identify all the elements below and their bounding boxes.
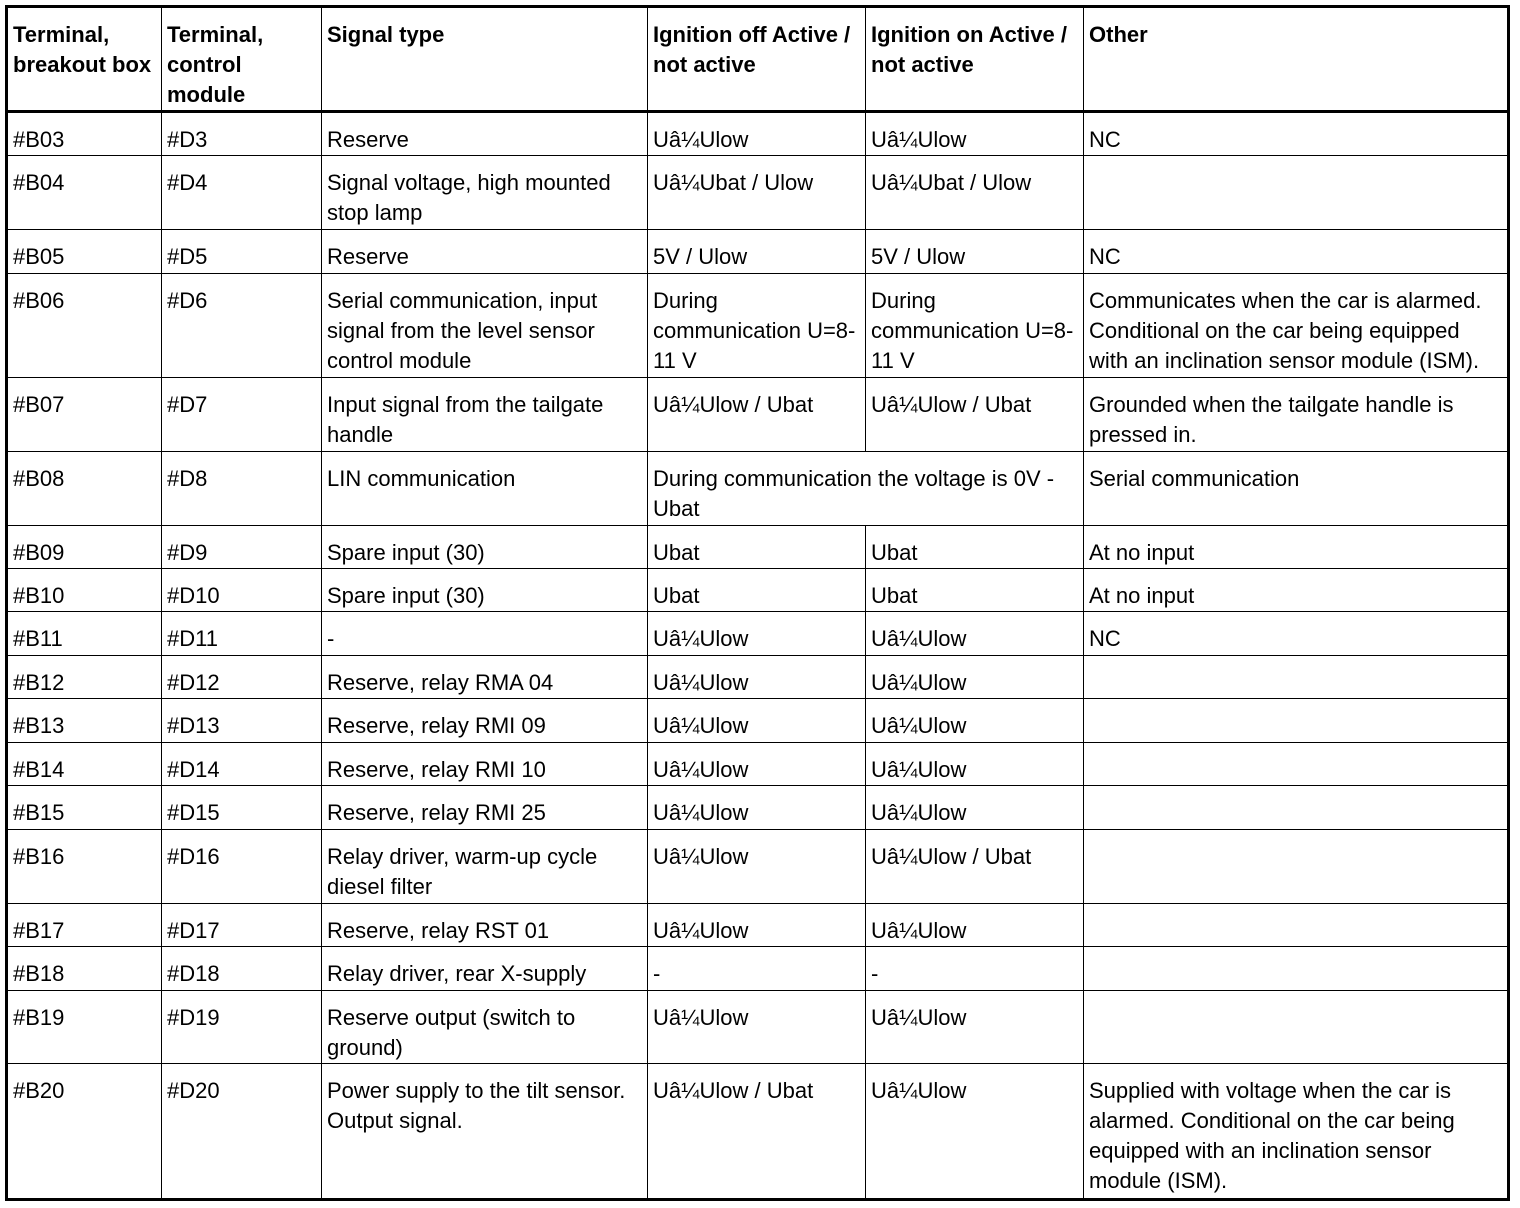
ignition-off-cell: Uâ¼Ulow <box>648 829 866 903</box>
other-cell <box>1084 829 1509 903</box>
other-cell: NC <box>1084 112 1509 156</box>
terminal-control-module-cell: #D16 <box>162 829 322 903</box>
table-row <box>7 112 1509 156</box>
table-row <box>7 569 1509 612</box>
table-row <box>7 699 1509 742</box>
signal-type-cell: Signal voltage, high mounted stop lamp <box>322 156 648 230</box>
header-terminal-breakout-box: Terminal, breakout box <box>7 7 162 112</box>
ignition-on-cell: During communication U=8-11 V <box>866 273 1084 377</box>
terminal-breakout-box-cell: #B04 <box>7 156 162 230</box>
table-row <box>7 655 1509 698</box>
terminal-breakout-box-cell: #B15 <box>7 786 162 829</box>
terminal-control-module-cell: #D13 <box>162 699 322 742</box>
table-row <box>7 742 1509 785</box>
signal-type-cell: - <box>322 612 648 655</box>
ignition-on-cell: Uâ¼Ulow <box>866 699 1084 742</box>
ignition-combined-cell: During communication the voltage is 0V - Ubat <box>648 451 1084 525</box>
other-cell <box>1084 786 1509 829</box>
table-row <box>7 829 1509 903</box>
header-ignition-on: Ignition on Active / not active <box>866 7 1084 112</box>
terminal-control-module-cell: #D8 <box>162 451 322 525</box>
table-row <box>7 273 1509 377</box>
table-row <box>7 786 1509 829</box>
ignition-on-cell: Uâ¼Ulow / Ubat <box>866 829 1084 903</box>
ignition-off-cell: Uâ¼Ubat / Ulow <box>648 156 866 230</box>
table-body <box>7 112 1509 1200</box>
table-row <box>7 612 1509 655</box>
ignition-off-cell: 5V / Ulow <box>648 230 866 273</box>
signal-type-cell: Power supply to the tilt sensor. Output signal. <box>322 1064 648 1200</box>
terminal-control-module-cell: #D6 <box>162 273 322 377</box>
ignition-off-cell: During communication U=8-11 V <box>648 273 866 377</box>
signal-type-cell: Reserve, relay RMA 04 <box>322 655 648 698</box>
signal-type-cell: Reserve, relay RST 01 <box>322 903 648 946</box>
ignition-on-cell: Uâ¼Ubat / Ulow <box>866 156 1084 230</box>
ignition-on-cell: Uâ¼Ulow <box>866 655 1084 698</box>
ignition-on-cell: Uâ¼Ulow <box>866 112 1084 156</box>
other-cell: Serial communication <box>1084 451 1509 525</box>
terminal-breakout-box-cell: #B18 <box>7 947 162 990</box>
table-row <box>7 947 1509 990</box>
ignition-off-cell: Uâ¼Ulow <box>648 786 866 829</box>
signal-type-cell: Serial communication, input signal from the level sensor control module <box>322 273 648 377</box>
other-cell <box>1084 655 1509 698</box>
signal-type-cell: Reserve, relay RMI 09 <box>322 699 648 742</box>
other-cell: Supplied with voltage when the car is alarmed. Conditional on the car being equipped with an inclination sensor module (ISM). <box>1084 1064 1509 1200</box>
signal-type-cell: Reserve, relay RMI 25 <box>322 786 648 829</box>
ignition-off-cell: Uâ¼Ulow <box>648 612 866 655</box>
ignition-on-cell: Uâ¼Ulow <box>866 742 1084 785</box>
ignition-on-cell: Ubat <box>866 569 1084 612</box>
terminal-control-module-cell: #D11 <box>162 612 322 655</box>
signal-type-cell: Reserve <box>322 112 648 156</box>
signal-type-cell: Relay driver, warm-up cycle diesel filter <box>322 829 648 903</box>
other-cell: NC <box>1084 612 1509 655</box>
other-cell <box>1084 903 1509 946</box>
other-cell <box>1084 156 1509 230</box>
terminal-breakout-box-cell: #B11 <box>7 612 162 655</box>
terminal-control-module-cell: #D5 <box>162 230 322 273</box>
terminal-breakout-box-cell: #B13 <box>7 699 162 742</box>
other-cell <box>1084 990 1509 1064</box>
terminal-breakout-box-cell: #B05 <box>7 230 162 273</box>
header-signal-type: Signal type <box>322 7 648 112</box>
terminal-breakout-box-cell: #B12 <box>7 655 162 698</box>
ignition-on-cell: Uâ¼Ulow <box>866 612 1084 655</box>
terminal-control-module-cell: #D3 <box>162 112 322 156</box>
terminal-breakout-box-cell: #B20 <box>7 1064 162 1200</box>
ignition-off-cell: Uâ¼Ulow <box>648 903 866 946</box>
ignition-off-cell: Uâ¼Ulow <box>648 742 866 785</box>
terminal-breakout-box-cell: #B09 <box>7 525 162 568</box>
terminal-breakout-box-cell: #B16 <box>7 829 162 903</box>
ignition-on-cell: Uâ¼Ulow <box>866 786 1084 829</box>
signal-type-cell: Spare input (30) <box>322 569 648 612</box>
ignition-on-cell: Uâ¼Ulow / Ubat <box>866 377 1084 451</box>
signal-type-cell: Spare input (30) <box>322 525 648 568</box>
terminal-control-module-cell: #D7 <box>162 377 322 451</box>
other-cell: NC <box>1084 230 1509 273</box>
ignition-off-cell: Ubat <box>648 569 866 612</box>
terminal-control-module-cell: #D12 <box>162 655 322 698</box>
table-row <box>7 903 1509 946</box>
terminal-breakout-box-cell: #B08 <box>7 451 162 525</box>
signal-type-cell: Relay driver, rear X-supply <box>322 947 648 990</box>
ignition-on-cell: Uâ¼Ulow <box>866 1064 1084 1200</box>
terminal-control-module-cell: #D17 <box>162 903 322 946</box>
terminal-breakout-box-cell: #B06 <box>7 273 162 377</box>
terminal-control-module-cell: #D19 <box>162 990 322 1064</box>
other-cell: At no input <box>1084 525 1509 568</box>
header-terminal-control-module: Terminal, control module <box>162 7 322 112</box>
header-other: Other <box>1084 7 1509 112</box>
other-cell: At no input <box>1084 569 1509 612</box>
table-row <box>7 156 1509 230</box>
terminal-breakout-box-cell: #B19 <box>7 990 162 1064</box>
table-row <box>7 990 1509 1064</box>
ignition-on-cell: Ubat <box>866 525 1084 568</box>
terminal-control-module-cell: #D14 <box>162 742 322 785</box>
signal-type-cell: Reserve output (switch to ground) <box>322 990 648 1064</box>
signal-type-cell: Reserve <box>322 230 648 273</box>
terminal-breakout-box-cell: #B10 <box>7 569 162 612</box>
other-cell: Grounded when the tailgate handle is pressed in. <box>1084 377 1509 451</box>
terminal-breakout-box-cell: #B07 <box>7 377 162 451</box>
ignition-off-cell: Uâ¼Ulow / Ubat <box>648 377 866 451</box>
ignition-off-cell: - <box>648 947 866 990</box>
table-row <box>7 230 1509 273</box>
ignition-on-cell: - <box>866 947 1084 990</box>
header-ignition-off: Ignition off Active / not active <box>648 7 866 112</box>
signal-type-cell: LIN communication <box>322 451 648 525</box>
terminal-control-module-cell: #D4 <box>162 156 322 230</box>
table-row <box>7 377 1509 451</box>
ignition-off-cell: Uâ¼Ulow <box>648 990 866 1064</box>
header-row <box>7 7 1509 112</box>
terminal-control-module-cell: #D15 <box>162 786 322 829</box>
signal-type-cell: Reserve, relay RMI 10 <box>322 742 648 785</box>
other-cell <box>1084 947 1509 990</box>
ignition-off-cell: Ubat <box>648 525 866 568</box>
ignition-off-cell: Uâ¼Ulow <box>648 699 866 742</box>
table-row <box>7 525 1509 568</box>
table-row <box>7 451 1509 525</box>
ignition-off-cell: Uâ¼Ulow <box>648 655 866 698</box>
terminal-control-module-cell: #D20 <box>162 1064 322 1200</box>
ignition-on-cell: 5V / Ulow <box>866 230 1084 273</box>
table-row <box>7 1064 1509 1200</box>
ignition-on-cell: Uâ¼Ulow <box>866 903 1084 946</box>
other-cell: Communicates when the car is alarmed. Conditional on the car being equipped with an inclination sensor module (ISM). <box>1084 273 1509 377</box>
terminal-control-module-cell: #D10 <box>162 569 322 612</box>
ignition-off-cell: Uâ¼Ulow / Ubat <box>648 1064 866 1200</box>
terminal-breakout-box-cell: #B14 <box>7 742 162 785</box>
signal-type-cell: Input signal from the tailgate handle <box>322 377 648 451</box>
terminal-control-module-cell: #D9 <box>162 525 322 568</box>
ignition-on-cell: Uâ¼Ulow <box>866 990 1084 1064</box>
terminal-breakout-box-cell: #B17 <box>7 903 162 946</box>
other-cell <box>1084 699 1509 742</box>
other-cell <box>1084 742 1509 785</box>
terminal-signal-table <box>5 5 1510 1201</box>
ignition-off-cell: Uâ¼Ulow <box>648 112 866 156</box>
terminal-breakout-box-cell: #B03 <box>7 112 162 156</box>
terminal-control-module-cell: #D18 <box>162 947 322 990</box>
